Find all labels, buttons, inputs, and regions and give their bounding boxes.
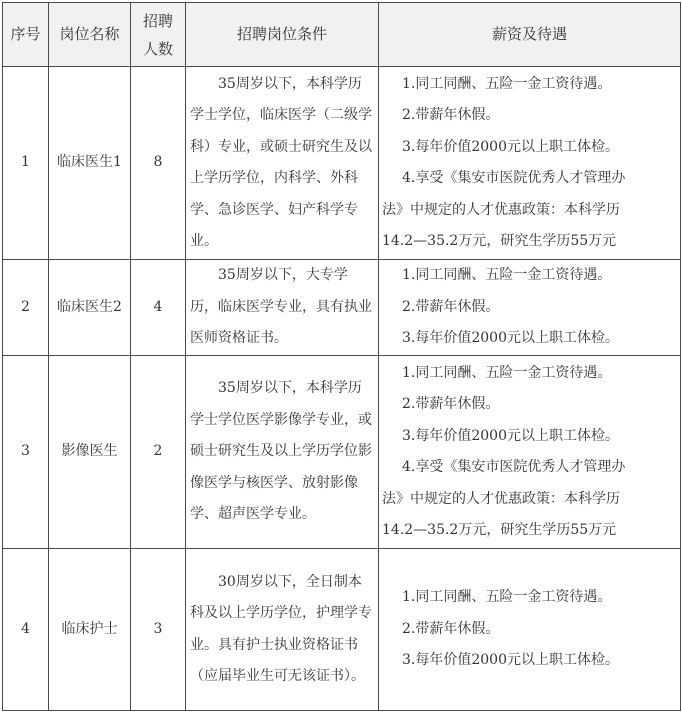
benefit-item: 1.同工同酬、五险一金工资待遇。 [402, 267, 612, 284]
header-conditions: 招聘岗位条件 [186, 3, 379, 67]
benefit-item: 2.带薪年休假。 [402, 396, 500, 412]
row-conditions-text: 35周岁以下，本科学历学士学位医学影像学专业，或硕士研究生及以上学历学位影像医学与核医学、放射影像学、超声医学专业。 [190, 380, 372, 523]
row-count: 2 [131, 356, 186, 549]
header-index: 序号 [3, 3, 49, 67]
table-row [3, 260, 681, 356]
row-conditions [186, 260, 379, 356]
row-count: 4 [131, 260, 186, 356]
benefit-item: 1.同工同酬、五险一金工资待遇。 [402, 364, 612, 381]
header-count-line1: 招聘 [142, 11, 173, 30]
header-benefits: 薪资及待遇 [379, 3, 681, 67]
row-conditions-text: 30周岁以下，全日制本科及以上学历学位，护理学专业。具有护士执业资格证书（应届毕业生可无该证书）。 [190, 573, 372, 684]
row-position: 临床医生2 [49, 260, 131, 356]
header-count-line2: 人数 [142, 39, 173, 58]
benefit-item-cont: 法》中规定的人才优惠政策：本科学历 [382, 201, 620, 218]
benefit-item: 2.带薪年休假。 [402, 620, 500, 637]
row-index: 1 [3, 67, 49, 260]
benefit-item: 3.每年价值2000元以上职工体检。 [402, 138, 619, 155]
recruitment-table [2, 2, 681, 711]
benefit-item: 1.同工同酬、五险一金工资待遇。 [402, 75, 612, 92]
row-position: 临床医生1 [49, 67, 131, 260]
row-conditions-text: 35周岁以下，大专学历，临床医学专业，具有执业医师资格证书。 [190, 267, 372, 347]
benefit-item-cont: 14.2—35.2万元，研究生学历55万元 [382, 233, 617, 249]
row-conditions [186, 549, 379, 711]
header-position: 岗位名称 [49, 3, 131, 67]
row-benefits [379, 67, 681, 260]
row-conditions [186, 67, 379, 260]
header-count [131, 3, 186, 67]
benefit-item-cont: 14.2—35.2万元，研究生学历55万元 [382, 522, 617, 538]
benefit-item: 1.同工同酬、五险一金工资待遇。 [402, 589, 612, 606]
row-conditions-text: 35周岁以下，本科学历学士学位，临床医学（二级学科）专业，或硕士研究生及以上学历学位，内科学、外科学、急诊医学、妇产科学专业。 [190, 75, 372, 249]
row-benefits [379, 356, 681, 549]
row-index: 2 [3, 260, 49, 356]
table-header-row [3, 3, 681, 67]
row-index: 3 [3, 356, 49, 549]
benefit-item: 3.每年价值2000元以上职工体检。 [402, 330, 619, 347]
table-row [3, 356, 681, 549]
row-position: 临床护士 [49, 549, 131, 711]
table-row [3, 67, 681, 260]
row-conditions [186, 356, 379, 549]
benefit-item: 4.享受《集安市医院优秀人才管理办 [402, 459, 626, 475]
benefit-item: 3.每年价值2000元以上职工体检。 [402, 427, 619, 444]
benefit-item: 3.每年价值2000元以上职工体检。 [402, 652, 619, 669]
row-count: 8 [131, 67, 186, 260]
row-position: 影像医生 [49, 356, 131, 549]
row-index: 4 [3, 549, 49, 711]
row-benefits [379, 549, 681, 711]
benefit-item: 4.享受《集安市医院优秀人才管理办 [402, 170, 626, 186]
row-benefits [379, 260, 681, 356]
benefit-item: 2.带薪年休假。 [402, 107, 500, 123]
table-row [3, 549, 681, 711]
benefit-item-cont: 法》中规定的人才优惠政策：本科学历 [382, 490, 620, 507]
benefit-item: 2.带薪年休假。 [402, 298, 500, 315]
row-count: 3 [131, 549, 186, 711]
